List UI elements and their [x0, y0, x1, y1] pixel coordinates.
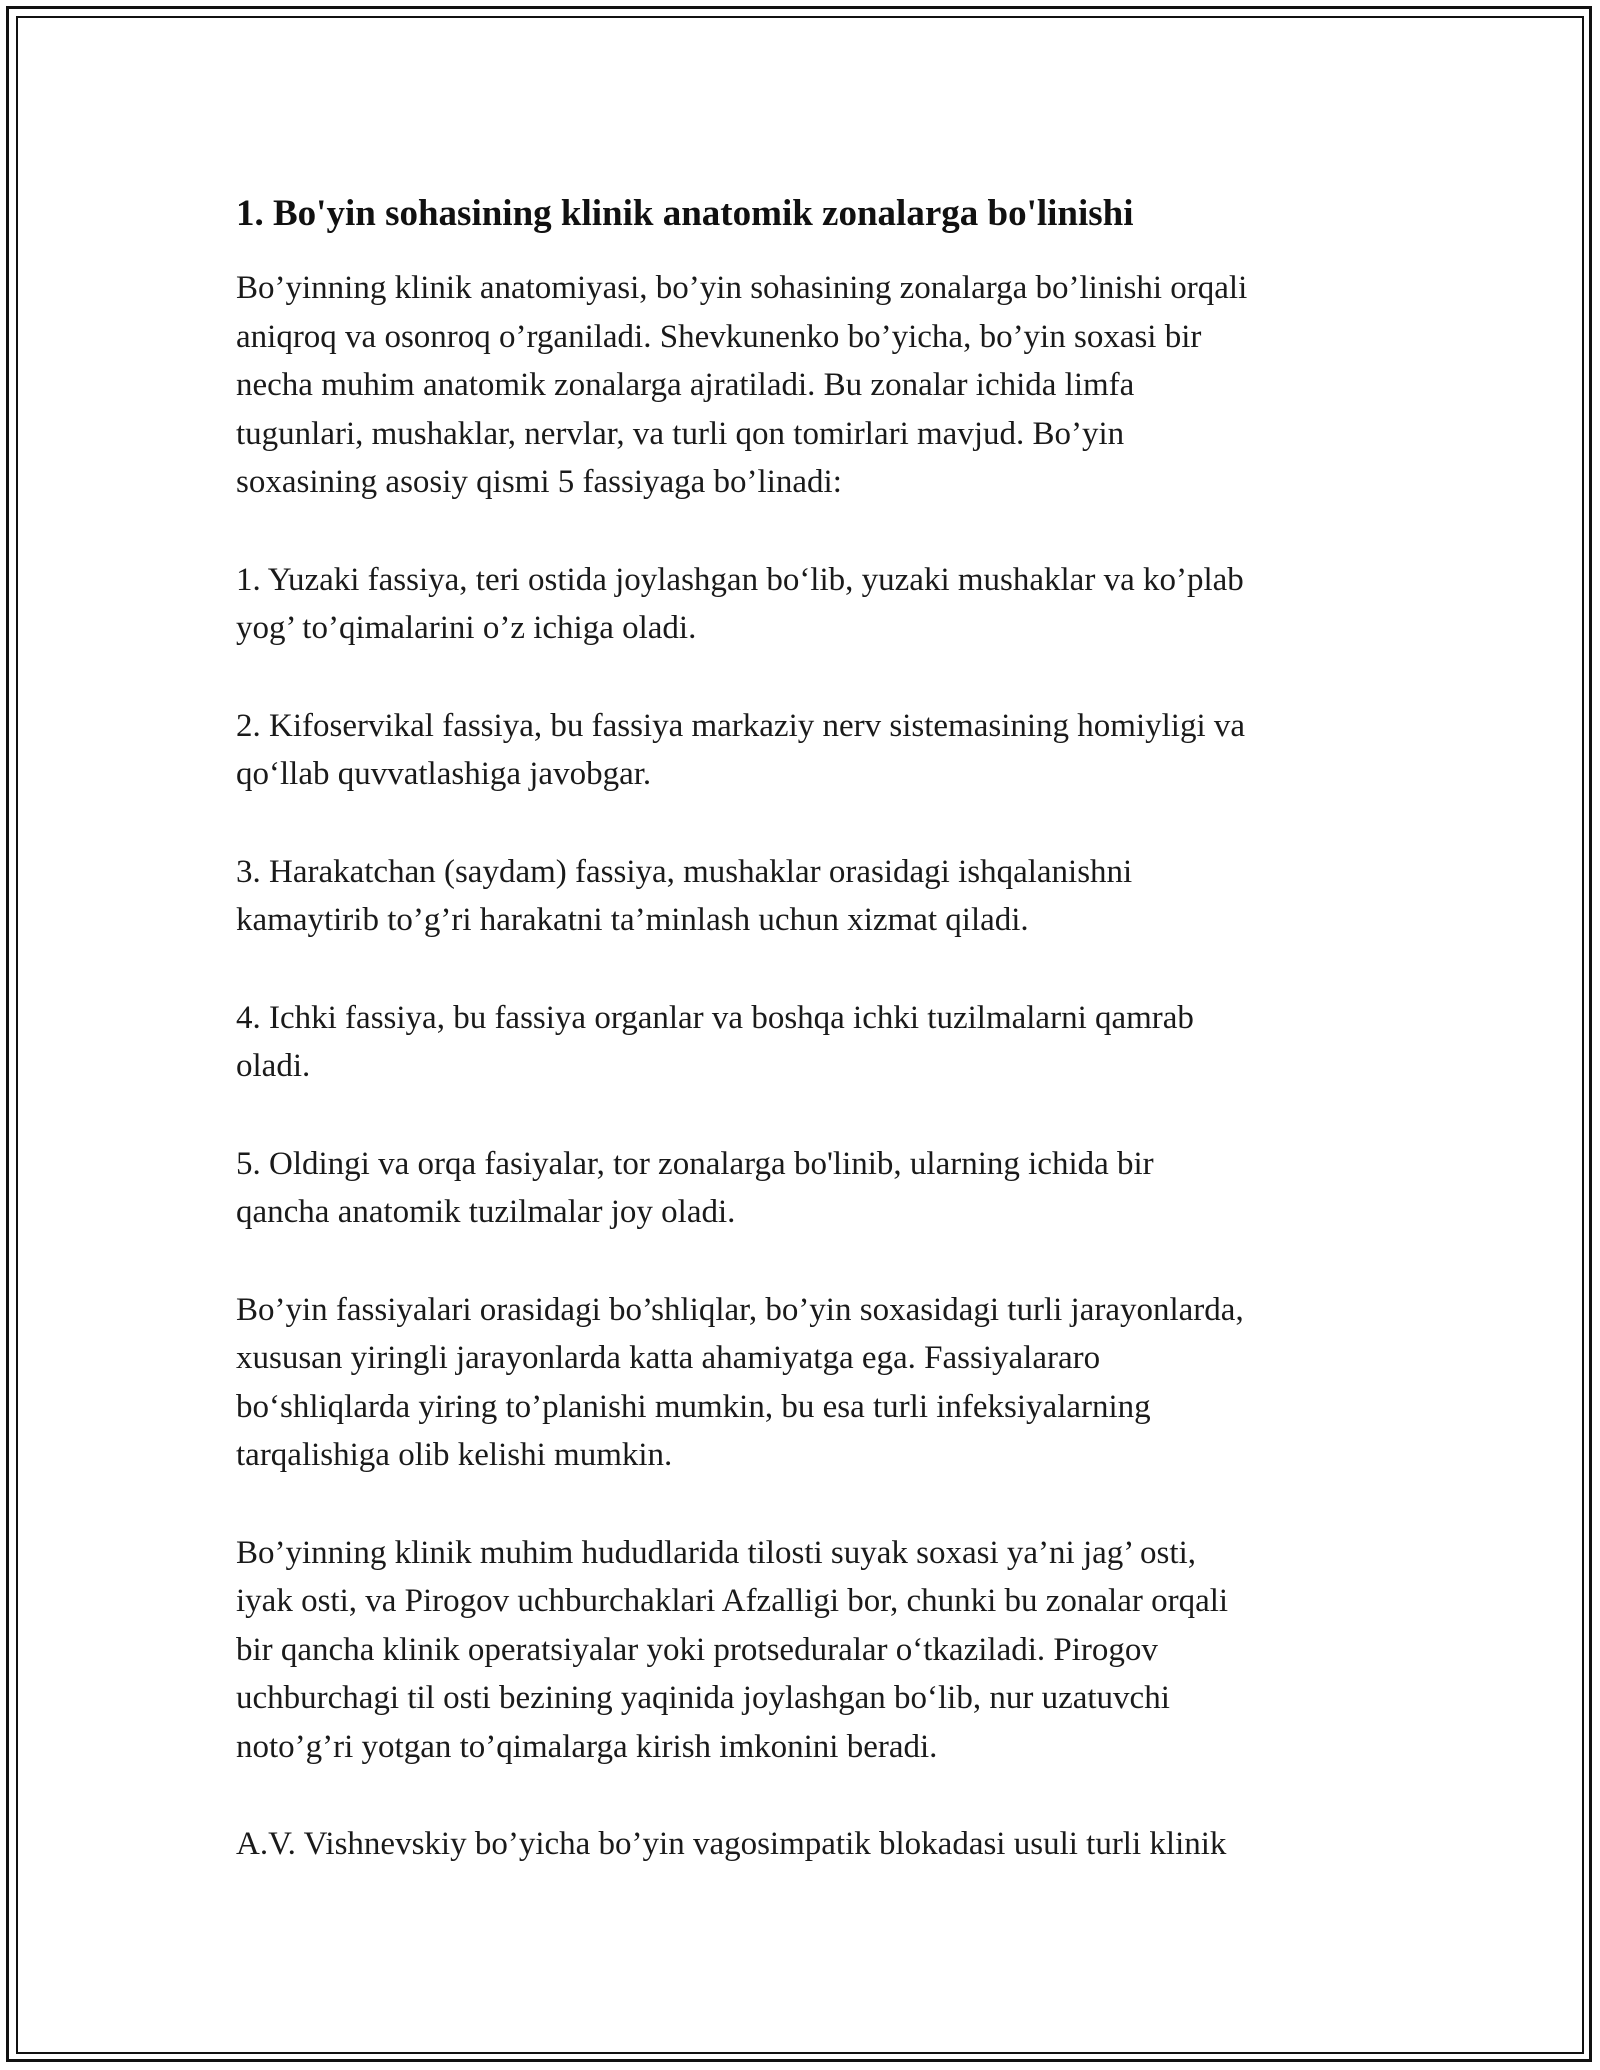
- fascia-item-5: 5. Oldingi va orqa fasiyalar, tor zonalarga bo'linib, ularning ichida bir qancha anatomik tuzilmalar joy oladi.: [236, 1145, 1154, 1230]
- intro-paragraph: Bo’yinning klinik anatomiyasi, bo’yin sohasining zonalarga bo’linishi orqali aniqroq va osonroq o’rganiladi. Shevkunenko bo’yicha, bo’yin soxasi bir necha muhim anatomik zonalarga ajratiladi. Bu zonalar ichida limfa tugunlari, mushaklar, nervlar, va turli qon tomirlari mavjud. Bo’yin soxasining asosiy qismi 5 fassiyaga bo’linadi:: [236, 270, 1248, 500]
- document-body: [236, 186, 1376, 1918]
- fascia-item-3: 3. Harakatchan (saydam) fassiya, mushaklar orasidagi ishqalanishni kamaytirib to’g’ri harakatni ta’minlash uchun xizmat qiladi.: [236, 853, 1133, 938]
- fascia-item-4: 4. Ichki fassiya, bu fassiya organlar va boshqa ichki tuzilmalarni qamrab oladi.: [236, 999, 1194, 1084]
- vishnevskiy-paragraph: A.V. Vishnevskiy bo’yicha bo’yin vagosimpatik blokadasi usuli turli klinik: [236, 1826, 1227, 1862]
- fascia-item-1: 1. Yuzaki fassiya, teri ostida joylashgan bo‘lib, yuzaki mushaklar va ko’plab yog’ to’qimalarini o’z ichiga oladi.: [236, 561, 1244, 646]
- section-heading: 1. Bo'yin sohasining klinik anatomik zonalarga bo'linishi: [236, 193, 1134, 234]
- fascial-spaces-paragraph: Bo’yin fassiyalari orasidagi bo’shliqlar, bo’yin soxasidagi turli jarayonlarda, xususan yiringli jarayonlarda katta ahamiyatga ega. Fassiyalararo bo‘shliqlarda yiring to’planishi mumkin, bu esa turli infeksiyalarning tarqalishiga olib kelishi mumkin.: [236, 1291, 1244, 1473]
- fascia-item-2: 2. Kifoservikal fassiya, bu fassiya markaziy nerv sistemasining homiyligi va qo‘llab quvvatlashiga javobgar.: [236, 707, 1246, 792]
- clinical-regions-paragraph: Bo’yinning klinik muhim hududlarida tilosti suyak soxasi ya’ni jag’ osti, iyak osti, va Pirogov uchburchaklari Afzalligi bor, chunki bu zonalar orqali bir qancha klinik operatsiyalar yoki protseduralar o‘tkaziladi. Pirogov uchburchagi til osti bezining yaqinida joylashgan bo‘lib, nur uzatuvchi noto’g’ri yotgan to’qimalarga kirish imkonini beradi.: [236, 1534, 1229, 1765]
